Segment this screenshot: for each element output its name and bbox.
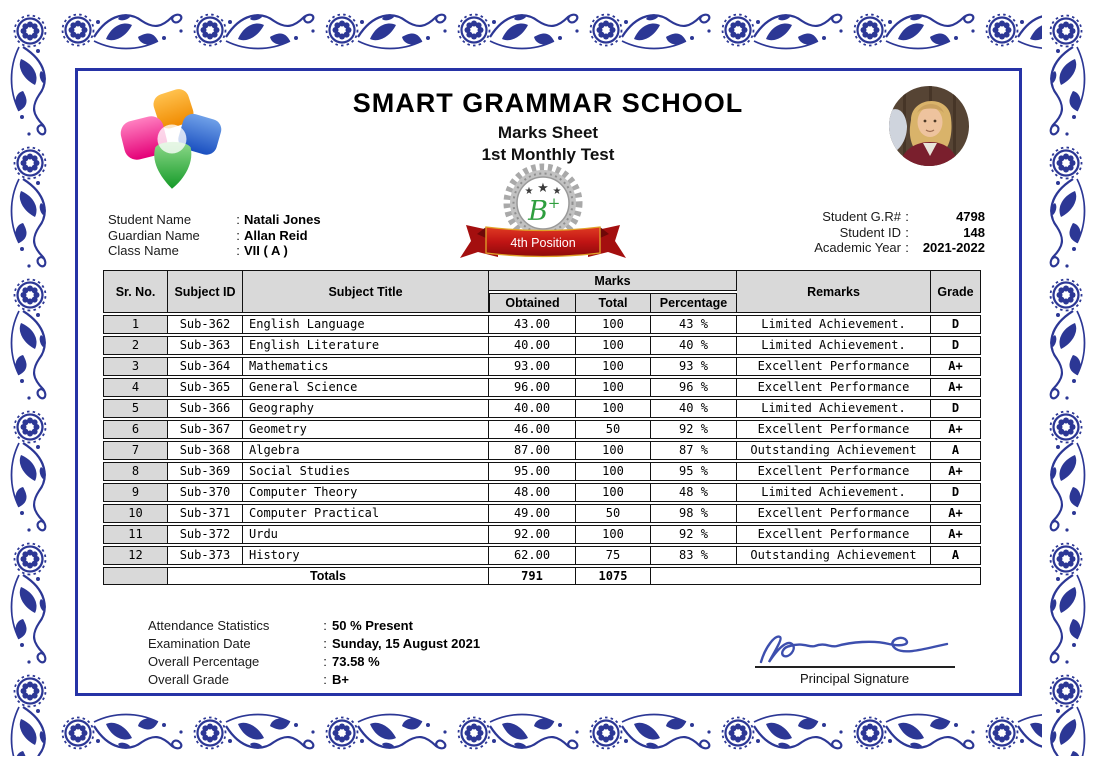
cell-total: 100 [576,336,651,355]
cell-obtained: 87.00 [489,441,576,460]
cell-grade: A+ [931,462,981,481]
cell-total: 100 [576,441,651,460]
info-row-student-id [814,225,985,241]
signature-block [752,624,957,686]
summary-value: B+ [332,672,349,687]
colon: : [323,654,327,669]
colon: : [323,672,327,687]
info-row-student-name [108,212,321,228]
badge-grade: B [528,196,548,227]
cell-obtained: 96.00 [489,378,576,397]
cell-grade: A [931,546,981,565]
cell-subject-title: Computer Theory [243,483,489,502]
cell-sr: 4 [103,378,168,397]
info-row-class-name [108,243,321,259]
marks-table-header [103,270,981,313]
cell-subject-id: Sub-367 [168,420,243,439]
cell-percentage: 48 % [651,483,737,502]
cell-total: 50 [576,420,651,439]
cell-percentage: 83 % [651,546,737,565]
info-value: 148 [963,224,985,240]
col-header-percentage: Percentage [651,293,737,313]
summary-row-attendance [148,617,480,635]
table-row [103,525,981,544]
table-row [103,441,981,460]
cell-percentage: 92 % [651,525,737,544]
badge-position-label: 4th Position [510,236,576,250]
cell-subject-title: Geography [243,399,489,418]
table-row [103,357,981,376]
cell-sr: 12 [103,546,168,565]
table-row [103,336,981,355]
ornament-border-right [1043,7,1089,756]
ornament-border-bottom [54,710,1042,756]
cell-sr: 1 [103,315,168,334]
table-row [103,315,981,334]
cell-remarks: Excellent Performance [737,525,931,544]
col-header-marks: Marks [489,270,737,291]
cell-grade: A+ [931,378,981,397]
info-row-gr-number [814,209,985,225]
cell-remarks: Limited Achievement. [737,399,931,418]
totals-row [103,567,981,585]
cell-percentage: 93 % [651,357,737,376]
colon: : [236,243,240,258]
summary-value: 50 % Present [332,618,413,633]
cell-grade: D [931,483,981,502]
star-icon: ★ [552,186,562,197]
cell-remarks: Limited Achievement. [737,483,931,502]
cell-total: 100 [576,315,651,334]
table-row [103,462,981,481]
cell-total: 50 [576,504,651,523]
summary-value: Sunday, 15 August 2021 [332,636,481,651]
cell-subject-title: General Science [243,378,489,397]
table-row [103,546,981,565]
student-info-right [814,209,985,256]
table-row [103,504,981,523]
info-row-academic-year [814,240,985,256]
colon: : [905,224,909,240]
student-info-left [108,212,321,259]
cell-subject-id: Sub-373 [168,546,243,565]
title-block [288,88,808,165]
table-row [103,420,981,439]
cell-percentage: 87 % [651,441,737,460]
cell-sr: 6 [103,420,168,439]
cell-subject-title: Computer Practical [243,504,489,523]
table-row [103,399,981,418]
summary-label: Examination Date [148,636,251,651]
cell-subject-title: Geometry [243,420,489,439]
cell-total: 75 [576,546,651,565]
summary-block [148,617,480,689]
totals-label: Totals [168,567,489,585]
school-name: SMART GRAMMAR SCHOOL [352,88,744,118]
totals-obtained: 791 [489,567,576,585]
cell-total: 100 [576,399,651,418]
summary-value: 73.58 % [332,654,380,669]
summary-row-overall-percentage [148,653,480,671]
cell-subject-id: Sub-365 [168,378,243,397]
cell-sr: 3 [103,357,168,376]
cell-sr: 9 [103,483,168,502]
cell-sr: 5 [103,399,168,418]
colon: : [323,636,327,651]
summary-row-overall-grade [148,671,480,689]
cell-sr: 10 [103,504,168,523]
cell-sr: 2 [103,336,168,355]
cell-grade: A [931,441,981,460]
cell-subject-id: Sub-370 [168,483,243,502]
cell-sr: 7 [103,441,168,460]
cell-grade: D [931,336,981,355]
cell-grade: A+ [931,504,981,523]
colon: : [905,209,909,224]
cell-remarks: Excellent Performance [737,378,931,397]
summary-row-exam-date [148,635,480,653]
col-header-remarks: Remarks [737,270,931,313]
cell-obtained: 40.00 [489,336,576,355]
cell-subject-id: Sub-368 [168,441,243,460]
cell-total: 100 [576,525,651,544]
star-icon: ★ [537,180,549,195]
summary-label: Attendance Statistics [148,618,270,633]
info-label: Student G.R# [822,209,901,224]
cell-obtained: 43.00 [489,315,576,334]
test-title: 1st Monthly Test [481,145,615,164]
info-row-guardian-name [108,228,321,244]
cell-subject-title: Algebra [243,441,489,460]
cell-grade: A+ [931,420,981,439]
colon: : [236,212,240,227]
cell-subject-id: Sub-364 [168,357,243,376]
school-logo-icon [116,84,230,194]
cell-total: 100 [576,357,651,376]
ribbon-icon [460,225,626,258]
col-header-subject-title: Subject Title [243,270,489,313]
ornament-border-left [7,7,53,756]
info-value: Natali Jones [244,212,321,227]
cell-obtained: 93.00 [489,357,576,376]
table-row [103,378,981,397]
cell-obtained: 92.00 [489,525,576,544]
cell-percentage: 95 % [651,462,737,481]
info-label: Student ID [839,224,901,240]
cell-remarks: Excellent Performance [737,420,931,439]
col-header-obtained: Obtained [489,293,576,313]
cell-subject-id: Sub-362 [168,315,243,334]
marks-table [103,268,981,587]
info-value: 4798 [956,209,985,224]
colon: : [323,618,327,633]
cell-sr: 11 [103,525,168,544]
cell-subject-title: English Literature [243,336,489,355]
cell-grade: A+ [931,525,981,544]
col-header-subject-id: Subject ID [168,270,243,313]
totals-total: 1075 [576,567,651,585]
info-value: VII ( A ) [244,243,288,258]
cell-remarks: Limited Achievement. [737,336,931,355]
badge-grade-sign: + [547,194,561,212]
cell-subject-id: Sub-366 [168,399,243,418]
cell-remarks: Excellent Performance [737,462,931,481]
star-icon: ★ [524,186,534,197]
cell-subject-title: History [243,546,489,565]
info-label: Class Name [108,243,179,258]
totals-empty-cell [651,567,981,585]
student-photo [889,86,969,166]
cell-remarks: Excellent Performance [737,504,931,523]
position-badge [458,163,628,263]
cell-remarks: Outstanding Achievement [737,441,931,460]
colon: : [236,227,240,243]
cell-grade: D [931,399,981,418]
info-label: Academic Year [814,240,901,255]
cell-total: 100 [576,462,651,481]
cell-grade: A+ [931,357,981,376]
document-title: Marks Sheet [497,123,599,142]
cell-remarks: Outstanding Achievement [737,546,931,565]
cell-obtained: 48.00 [489,483,576,502]
cell-percentage: 43 % [651,315,737,334]
ornament-border-top [54,7,1042,53]
cell-subject-id: Sub-371 [168,504,243,523]
summary-label: Overall Percentage [148,654,260,669]
cell-obtained: 40.00 [489,399,576,418]
cell-total: 100 [576,483,651,502]
summary-label: Overall Grade [148,672,229,687]
cell-obtained: 49.00 [489,504,576,523]
cell-sr: 8 [103,462,168,481]
cell-obtained: 95.00 [489,462,576,481]
signature-script-icon [755,624,955,666]
cell-percentage: 40 % [651,399,737,418]
col-header-total: Total [576,293,651,313]
signature-label: Principal Signature [799,671,910,686]
info-label: Guardian Name [108,227,200,243]
cell-percentage: 92 % [651,420,737,439]
cell-subject-title: Mathematics [243,357,489,376]
cell-percentage: 40 % [651,336,737,355]
cell-subject-id: Sub-363 [168,336,243,355]
cell-grade: D [931,315,981,334]
cell-subject-title: English Language [243,315,489,334]
cell-obtained: 46.00 [489,420,576,439]
table-row [103,483,981,502]
cell-remarks: Excellent Performance [737,357,931,376]
cell-total: 100 [576,378,651,397]
col-header-sr: Sr. No. [103,270,168,313]
totals-sr-cell [103,567,168,585]
info-value: Allan Reid [244,227,308,243]
cell-percentage: 96 % [651,378,737,397]
info-value: 2021-2022 [922,240,985,255]
cell-percentage: 98 % [651,504,737,523]
col-header-grade: Grade [931,270,981,313]
info-label: Student Name [108,212,192,227]
cell-remarks: Limited Achievement. [737,315,931,334]
cell-subject-title: Social Studies [243,462,489,481]
cell-subject-id: Sub-369 [168,462,243,481]
cell-subject-id: Sub-372 [168,525,243,544]
colon: : [905,240,909,255]
cell-obtained: 62.00 [489,546,576,565]
signature-line [755,666,955,668]
marks-table-body [103,315,981,565]
cell-subject-title: Urdu [243,525,489,544]
